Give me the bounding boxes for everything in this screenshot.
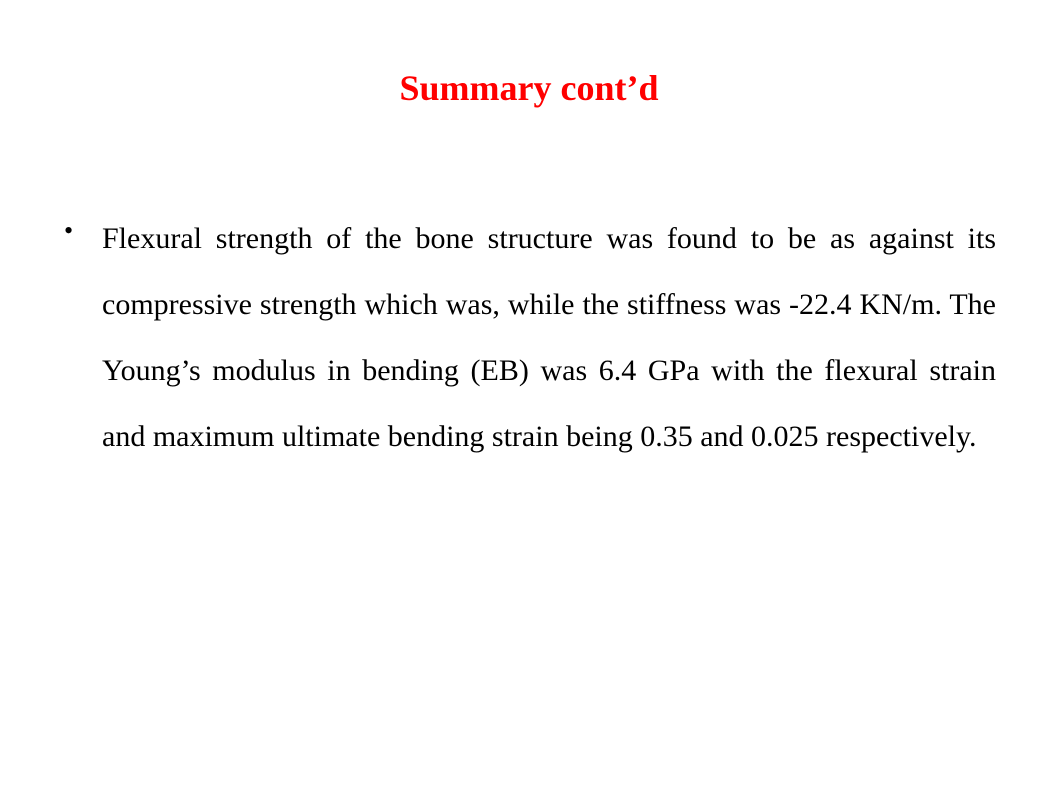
slide-title: Summary cont’d: [399, 68, 659, 108]
bullet-list: [64, 206, 996, 470]
bullet-text: Flexural strength of the bone structure was found to be as against its compressive strength which was, while the stiffness was -22.4 KN/m. The Young’s modulus in bending (EB) was 6.4 GPa with the flexural strain and maximum ultimate bending strain being 0.35 and 0.025 respectively.: [102, 222, 996, 453]
bullet-icon: •: [64, 216, 74, 245]
bullet-item: [64, 206, 996, 470]
